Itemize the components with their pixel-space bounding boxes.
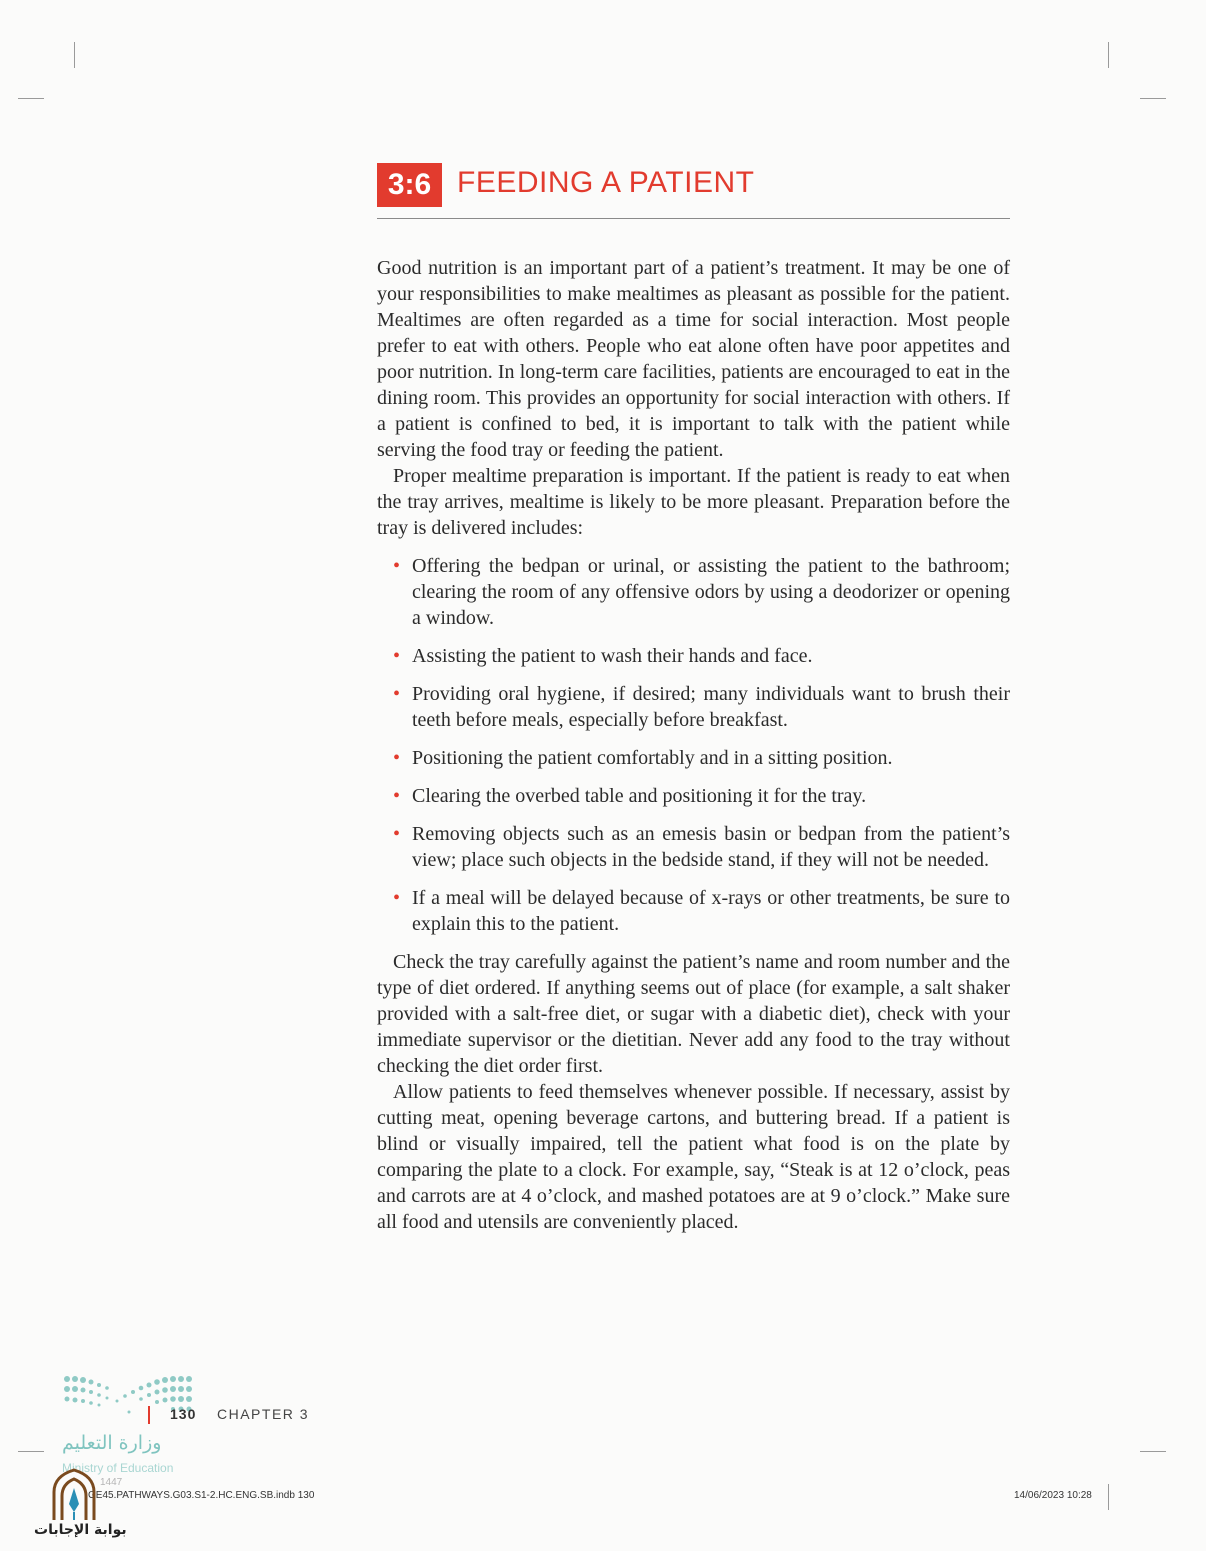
section-header — [377, 163, 1010, 219]
watermark-text: بوابة الإجابات — [34, 1522, 127, 1538]
bullet-icon: • — [393, 785, 401, 807]
crop-mark — [1140, 98, 1166, 99]
crop-mark — [74, 42, 75, 68]
list-item — [377, 821, 1010, 873]
paragraph: Good nutrition is an important part of a patient’s treatment. It may be one of your responsibilities to make mealtimes as pleasant as possible for the patient. Mealtimes are often regarded as a time for social interaction. Most people prefer to eat with others. People who eat alone often have poor appetites and poor nutrition. In long-term care facilities, patients are encouraged to eat in the dining room. This provides an opportunity for social interaction with others. If a patient is confined to bed, it is important to talk with the patient while serving the food tray or feeding the patient. — [377, 257, 1010, 461]
crop-mark — [1108, 42, 1109, 68]
list-item — [377, 783, 1010, 809]
crop-mark — [1108, 1484, 1109, 1510]
crop-mark — [1140, 1451, 1166, 1452]
bullet-icon: • — [393, 747, 401, 769]
list-item — [377, 745, 1010, 771]
list-item-text: Clearing the overbed table and positioning it for the tray. — [412, 785, 867, 807]
bullet-icon: • — [393, 645, 401, 667]
paragraph: Allow patients to feed themselves whenever possible. If necessary, assist by cutting meat, opening beverage cartons, and buttering bread. If a patient is blind or visually impaired, tell the patient what food is on the plate by comparing the plate to a clock. For example, say, “Steak is at 12 o’clock, peas and carrots are at 4 o’clock, and mashed potatoes are at 9 o’clock.” Make sure all food and utensils are conveniently placed. — [377, 1081, 1010, 1233]
answers-portal-logo-icon — [46, 1466, 102, 1522]
list-item-text: If a meal will be delayed because of x-rays or other treatments, be sure to explain this to the patient. — [412, 887, 1010, 935]
list-item-text: Providing oral hygiene, if desired; many individuals want to brush their teeth before meals, especially before breakfast. — [412, 683, 1010, 731]
list-item — [377, 885, 1010, 937]
list-item-text: Removing objects such as an emesis basin or bedpan from the patient’s view; place such objects in the bedside stand, if they will not be needed. — [412, 823, 1010, 871]
print-date: 14/06/2023 10:28 — [1014, 1490, 1092, 1501]
footer-divider — [148, 1406, 150, 1424]
ministry-name-english: Ministry of Education — [62, 1461, 174, 1475]
list-item-text: Assisting the patient to wash their hands and face. — [412, 645, 813, 667]
ministry-year: 1447 — [100, 1477, 123, 1488]
list-item — [377, 553, 1010, 631]
list-item-text: Positioning the patient comfortably and in a sitting position. — [412, 747, 893, 769]
print-file-info: GE45.PATHWAYS.G03.S1-2.HC.ENG.SB.indb 130 — [88, 1490, 315, 1501]
section-title: FEEDING A PATIENT — [457, 166, 755, 199]
bullet-icon: • — [393, 683, 401, 705]
page-number: 130 — [170, 1406, 197, 1422]
bullet-icon: • — [393, 823, 401, 845]
body-content — [377, 255, 1010, 1235]
bullet-icon: • — [393, 555, 401, 577]
section-number: 3:6 — [377, 163, 442, 207]
list-item — [377, 681, 1010, 733]
paragraph: Check the tray carefully against the patient’s name and room number and the type of diet ordered. If anything seems out of place (for example, a salt shaker provided with a salt-free diet, or sugar with a diabetic diet), check with your immediate supervisor or the dietitian. Never add any food to the tray without checking the diet order first. — [377, 951, 1010, 1077]
paragraph: Proper mealtime preparation is important. If the patient is ready to eat when the tray arrives, mealtime is likely to be more pleasant. Preparation before the tray is delivered includes: — [377, 465, 1010, 539]
list-item-text: Offering the bedpan or urinal, or assisting the patient to the bathroom; clearing the room of any offensive odors by using a deodorizer or opening a window. — [412, 555, 1010, 629]
crop-mark — [18, 98, 44, 99]
preparation-list — [377, 553, 1010, 937]
ministry-name-arabic: وزارة التعليم — [62, 1432, 162, 1454]
chapter-label: CHAPTER 3 — [217, 1406, 310, 1422]
bullet-icon: • — [393, 887, 401, 909]
crop-mark — [18, 1451, 44, 1452]
list-item — [377, 643, 1010, 669]
